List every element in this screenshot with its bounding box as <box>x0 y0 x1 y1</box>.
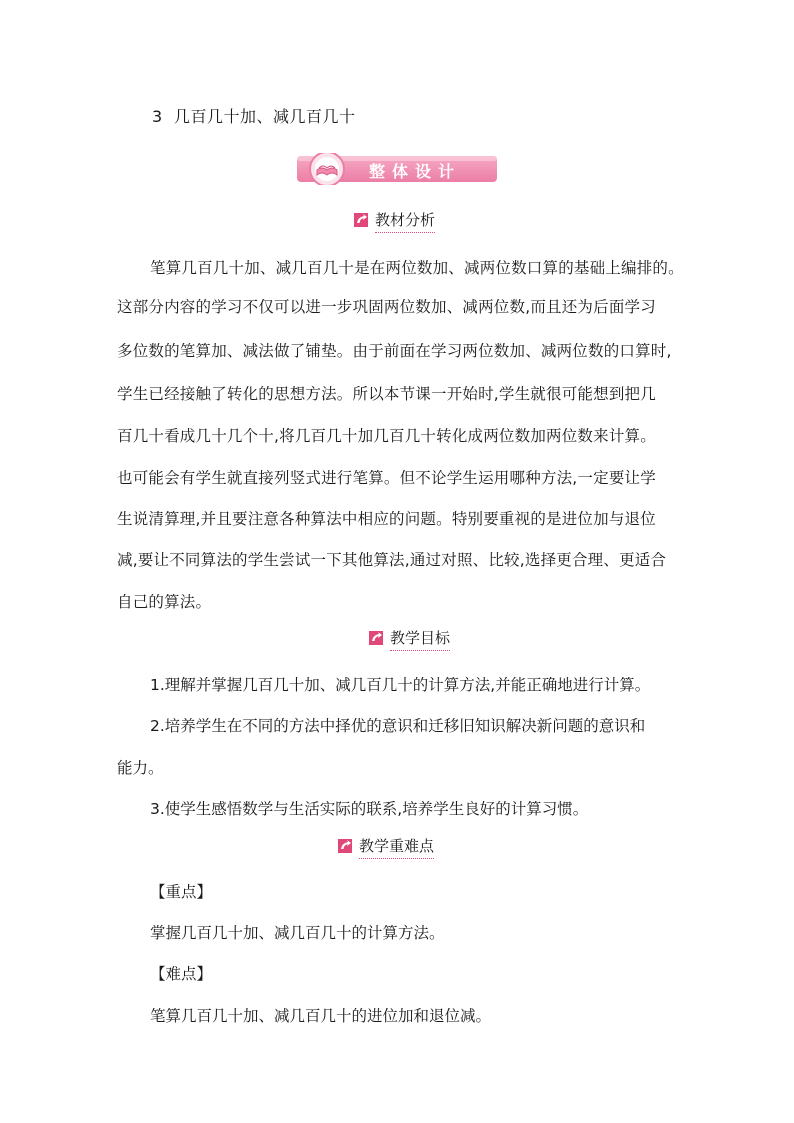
difficulty-text: 笔算几百几十加、减几百几十的进位加和退位减。 <box>150 1007 492 1025</box>
analysis-line-8: 减,要让不同算法的学生尝试一下其他算法,通过对照、比较,选择更合理、更适合 <box>117 551 667 569</box>
key-point-text: 掌握几百几十加、减几百几十的计算方法。 <box>150 924 445 942</box>
overall-design-banner <box>297 153 497 185</box>
goal-item-2: 2.培养学生在不同的方法中择优的意识和迁移旧知识解决新问题的意识和 <box>150 717 646 735</box>
lesson-title-text: 几百几十加、减几百几十 <box>174 107 356 126</box>
goal-item-1: 1.理解并掌握几百几十加、减几百几十的计算方法,并能正确地进行计算。 <box>150 676 651 694</box>
section-heading-keypoints <box>336 835 456 857</box>
section-heading-label: 教学重难点 <box>359 835 434 859</box>
section-heading-label: 教材分析 <box>375 209 435 233</box>
banner-label: 整体设计 <box>369 162 462 181</box>
lesson-title <box>152 104 356 127</box>
analysis-line-3: 多位数的笔算加、减法做了铺垫。由于前面在学习两位数加、减两位数的口算时, <box>117 342 672 360</box>
analysis-line-9: 自己的算法。 <box>117 593 212 611</box>
analysis-line-1: 笔算几百几十加、减几百几十是在两位数加、减两位数口算的基础上编排的。 <box>150 259 684 277</box>
section-heading-label: 教学目标 <box>390 627 450 651</box>
analysis-line-2: 这部分内容的学习不仅可以进一步巩固两位数加、减两位数,而且还为后面学习 <box>117 298 656 316</box>
section-heading-analysis <box>352 209 472 231</box>
key-point-label: 【重点】 <box>150 883 213 901</box>
ribbon-arrow-icon <box>367 629 385 647</box>
ribbon-arrow-icon <box>352 211 370 229</box>
ribbon-arrow-icon <box>336 837 354 855</box>
goal-item-3: 3.使学生感悟数学与生活实际的联系,培养学生良好的计算习惯。 <box>150 800 589 818</box>
goal-item-2-continued: 能力。 <box>117 759 164 777</box>
analysis-line-6: 也可能会有学生就直接列竖式进行笔算。但不论学生运用哪种方法,一定要让学 <box>117 469 656 487</box>
analysis-line-4: 学生已经接触了转化的思想方法。所以本节课一开始时,学生就很可能想到把几 <box>117 385 656 403</box>
difficulty-label: 【难点】 <box>150 965 213 983</box>
analysis-line-7: 生说清算理,并且要注意各种算法中相应的问题。特别要重视的是进位加与退位 <box>117 510 656 528</box>
section-heading-goals <box>367 627 477 649</box>
lesson-number: 3 <box>152 107 163 126</box>
analysis-line-5: 百几十看成几十几个十,将几百几十加几百几十转化成两位数加两位数来计算。 <box>117 427 656 445</box>
